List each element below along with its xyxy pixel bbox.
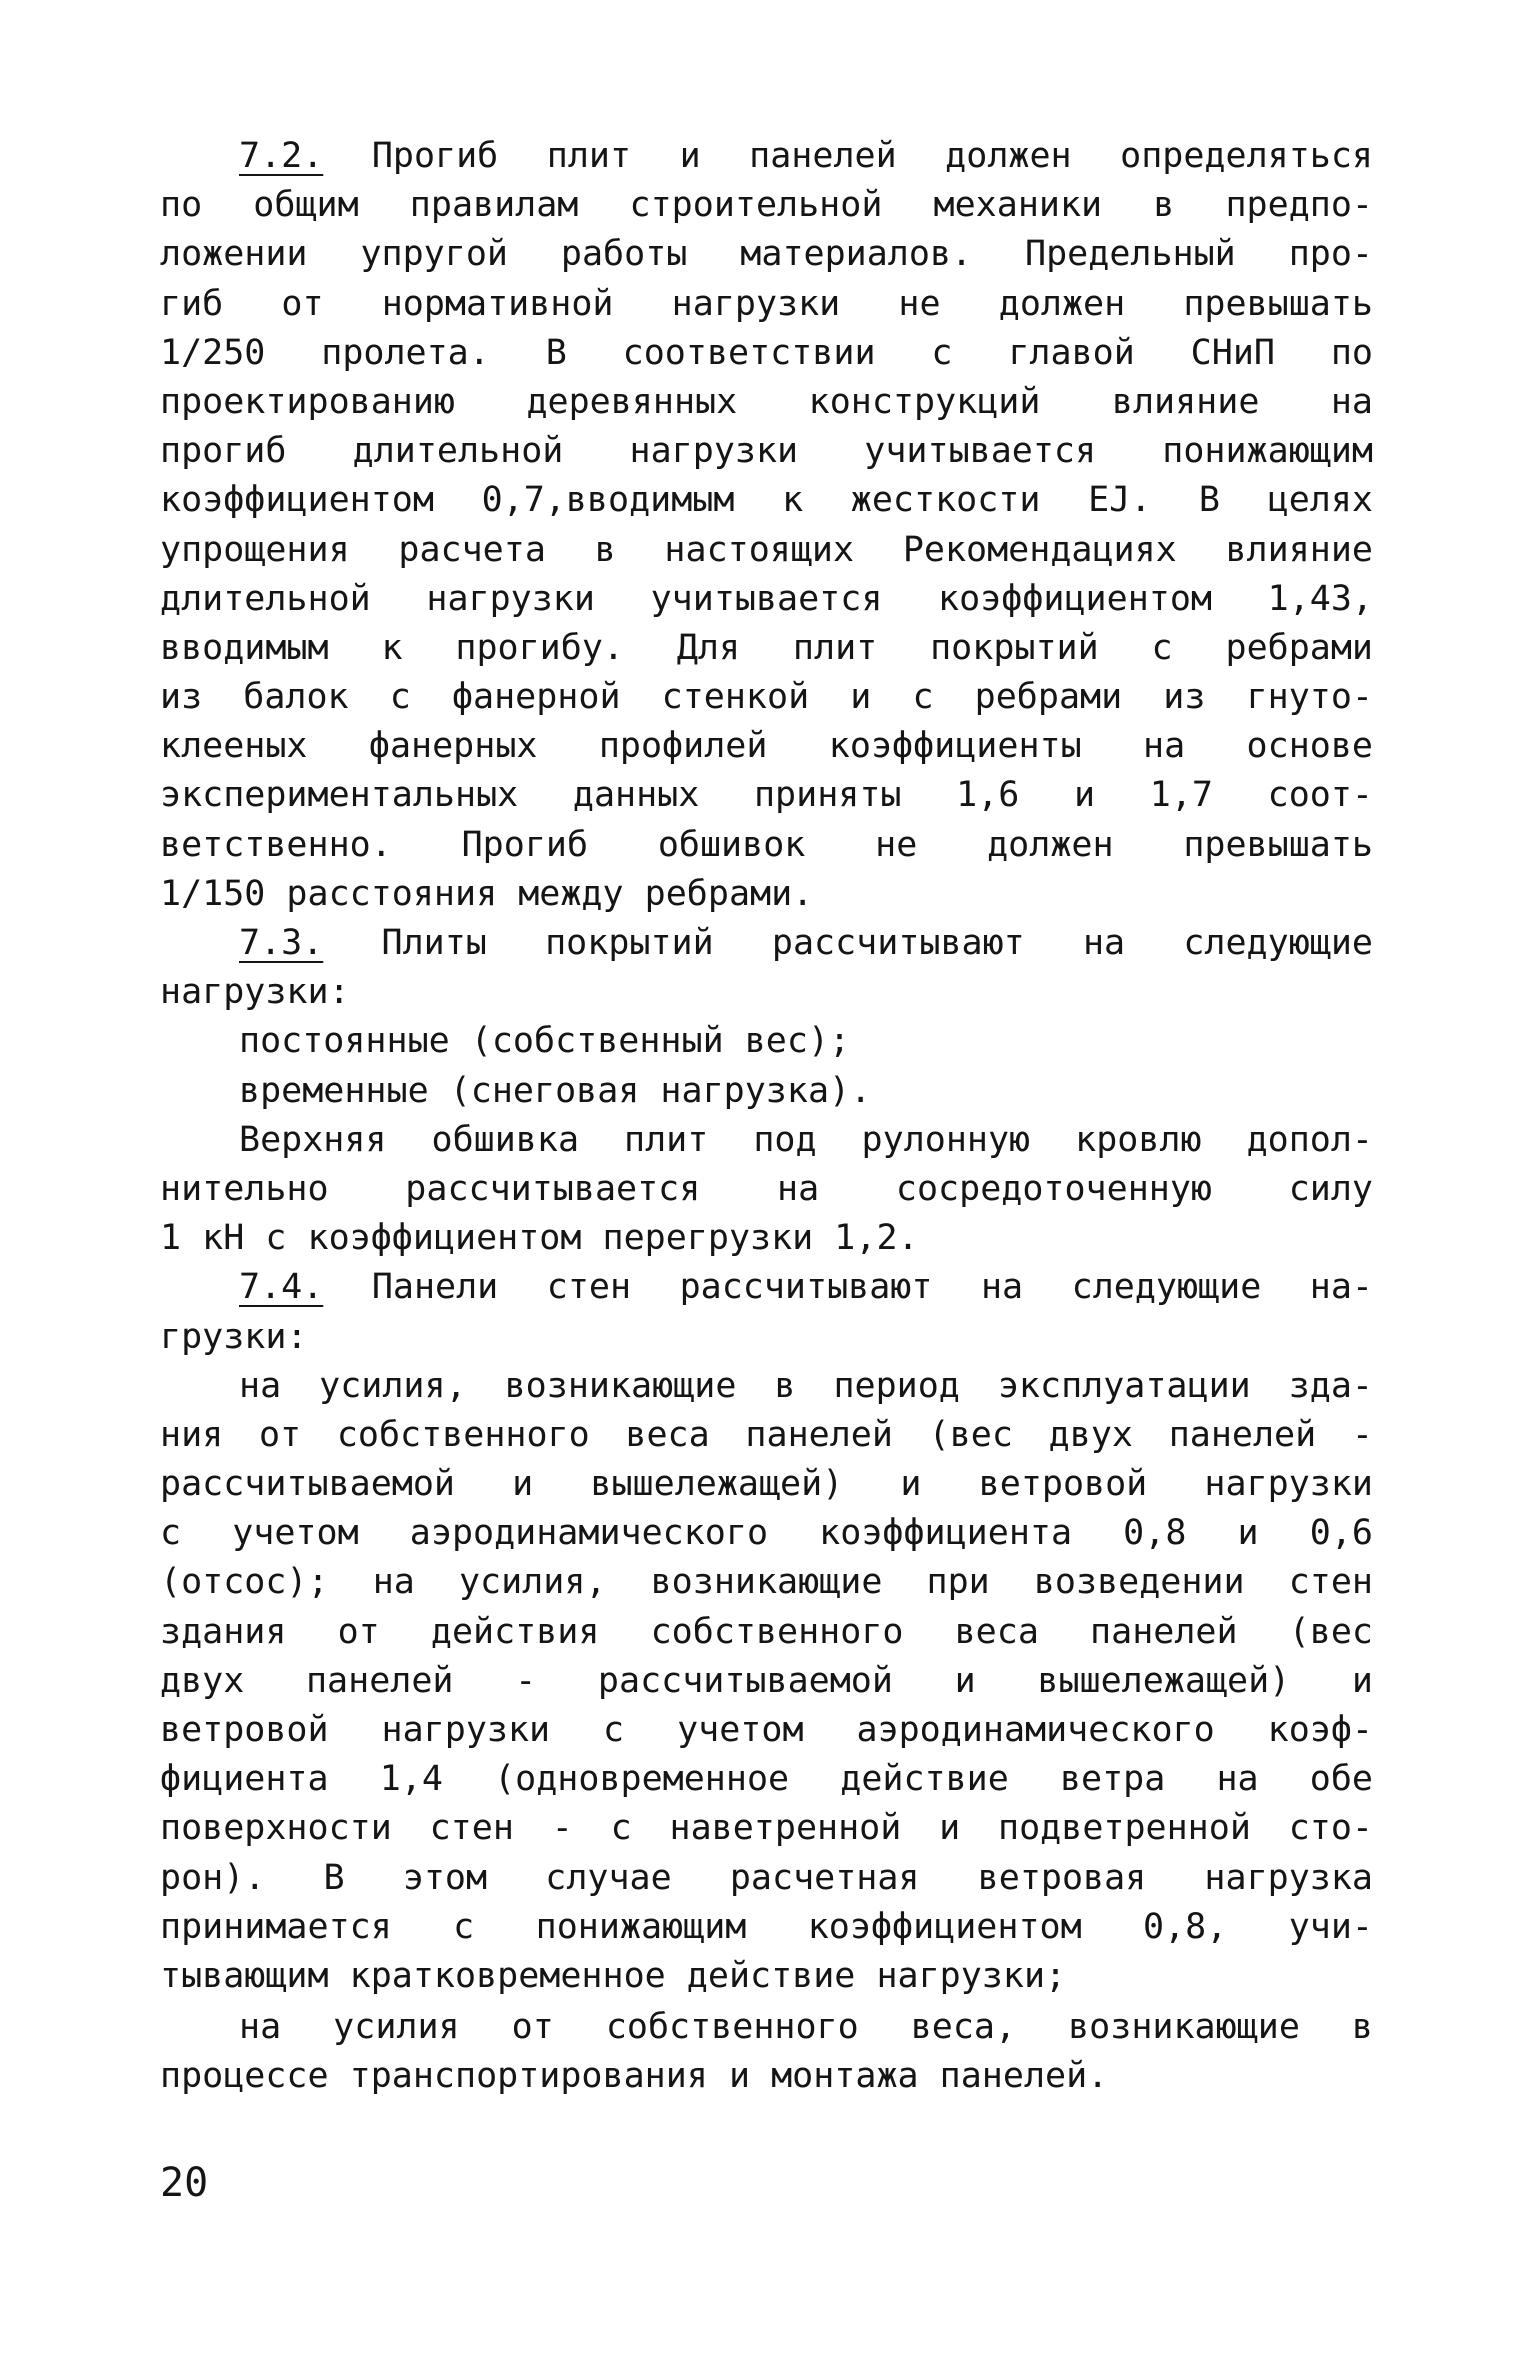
paragraph-line: клееных фанерных профилей коэффициенты на основе — [160, 726, 1373, 767]
paragraph-line: принимается с понижающим коэффициентом 0,8, учи- — [160, 1906, 1373, 1947]
paragraph-line: прогиб длительной нагрузки учитывается понижающим — [160, 431, 1373, 472]
paragraph-line: двух панелей - рассчитываемой и вышележащей) и — [160, 1660, 1373, 1701]
section-number-7-2: 7.2. — [239, 136, 324, 176]
paragraph-line: рон). В этом случае расчетная ветровая нагрузка — [160, 1857, 1373, 1898]
paragraph-line: упрощения расчета в настоящих Рекомендациях влияние — [160, 529, 1373, 570]
paragraph-line: с учетом аэродинамического коэффициента 0,8 и 0,6 — [160, 1513, 1373, 1554]
paragraph-line: поверхности стен - с наветренной и подветренной сто- — [160, 1808, 1373, 1849]
paragraph-line: длительной нагрузки учитывается коэффициентом 1,43, — [160, 578, 1373, 619]
paragraph-line: процессе транспортирования и монтажа панелей. — [160, 2056, 1109, 2097]
paragraph-line: ложении упругой работы материалов. Предельный про- — [160, 234, 1373, 275]
section-number-7-4: 7.4. — [239, 1267, 324, 1308]
paragraph-line: рассчитываемой и вышележащей) и ветровой нагрузки — [160, 1464, 1373, 1505]
paragraph-line: ветственно. Прогиб обшивок не должен превышать — [160, 824, 1373, 865]
paragraph-line: экспериментальных данных приняты 1,6 и 1,7 соот- — [160, 775, 1373, 816]
text-body — [160, 132, 1373, 2102]
paragraph-line: (отсос); на усилия, возникающие при возведении стен — [160, 1562, 1373, 1603]
paragraph-7-2-first-line: 7.2. Прогиб плит и панелей должен определяться — [239, 136, 1373, 176]
section-number-7-3: 7.3. — [239, 923, 324, 963]
load-item: временные (снеговая нагрузка). — [239, 1070, 872, 1111]
paragraph-7-4-first-line: 7.4. Панели стен рассчитывают на следующие на- — [239, 1267, 1373, 1308]
paragraph-line: по общим правилам строительной механики в предпо- — [160, 185, 1373, 226]
paragraph-line: гиб от нормативной нагрузки не должен превышать — [160, 283, 1373, 324]
paragraph-line: ния от собственного веса панелей (вес двух панелей - — [160, 1414, 1373, 1455]
paragraph-line: 1/150 расстояния между ребрами. — [160, 873, 814, 914]
paragraph-line: Верхняя обшивка плит под рулонную кровлю допол- — [239, 1119, 1373, 1160]
paragraph-line: вводимым к прогибу. Для плит покрытий с ребрами — [160, 627, 1373, 668]
paragraph-line: 1/250 пролета. В соответствии с главой СНиП по — [160, 332, 1373, 373]
paragraph-line: на усилия от собственного веса, возникающие в — [239, 2007, 1373, 2048]
paragraph-line: нительно рассчитывается на сосредоточенную силу — [160, 1168, 1373, 1209]
paragraph-7-3-first-line: 7.3. Плиты покрытий рассчитывают на следующие — [239, 923, 1373, 963]
paragraph-line: здания от действия собственного веса панелей (вес — [160, 1611, 1373, 1652]
paragraph-line: грузки: — [160, 1316, 308, 1357]
paragraph-line: проектированию деревянных конструкций влияние на — [160, 381, 1373, 422]
paragraph-line: ветровой нагрузки с учетом аэродинамического коэф- — [160, 1710, 1373, 1750]
paragraph-line: из балок с фанерной стенкой и с ребрами из гнуто- — [160, 677, 1373, 718]
load-item: постоянные (собственный вес); — [239, 1021, 851, 1062]
paragraph-line: коэффициентом 0,7,вводимым к жесткости EJ. В целях — [160, 480, 1373, 521]
paragraph-line: на усилия, возникающие в период эксплуатации зда- — [239, 1365, 1373, 1406]
paragraph-line: 1 кН с коэффициентом перегрузки 1,2. — [160, 1218, 919, 1259]
paragraph-line: фициента 1,4 (одновременное действие ветра на обе — [160, 1759, 1373, 1800]
paragraph-line: тывающим кратковременное действие нагрузки; — [160, 1955, 1067, 1996]
paragraph-line: нагрузки: — [160, 972, 350, 1013]
page-number: 20 — [160, 2160, 209, 2206]
